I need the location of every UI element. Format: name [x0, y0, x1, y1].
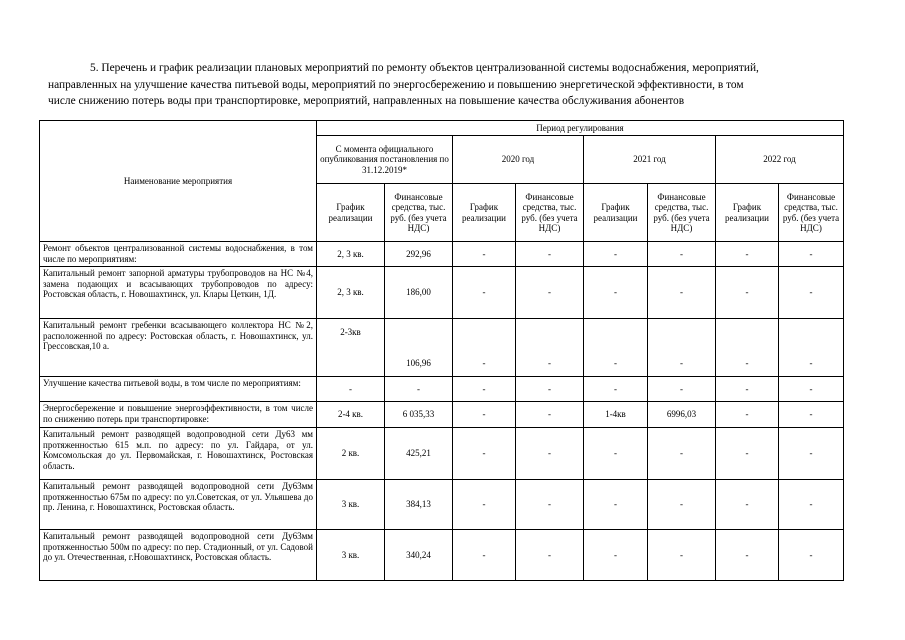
plan-table	[39, 120, 844, 581]
row-name: Капитальный ремонт разводящей водопроводной сети Ду63мм протяженностью 500м по адресу: по пер. Стадионный, от ул. Садовой до ул. Отечественная, г.Новошахтинск, Ростовская область.	[40, 530, 317, 581]
cell-value: 6 035,33	[385, 402, 453, 428]
table-row	[40, 480, 844, 530]
cell-value: -	[716, 402, 779, 428]
cell-value: -	[516, 242, 584, 267]
cell-value: -	[453, 242, 516, 267]
cell-value: 3 кв.	[317, 480, 385, 530]
cell-value: -	[516, 402, 584, 428]
table-row	[40, 242, 844, 267]
cell-value: -	[584, 428, 648, 480]
cell-value: -	[648, 530, 716, 581]
cell-value: -	[516, 377, 584, 402]
header-schedule: График реализации	[716, 184, 779, 242]
cell-value: -	[648, 319, 716, 377]
cell-value: -	[584, 319, 648, 377]
cell-value: -	[453, 480, 516, 530]
cell-value: -	[584, 377, 648, 402]
row-name: Энергосбережение и повышение энергоэффективности, в том числе по снижению потерь при транспортировке:	[40, 402, 317, 428]
row-name: Капитальный ремонт запорной арматуры трубопроводов на НС №4, замена подающих и всасывающих трубопроводов по адресу: Ростовская область, г. Новошахтинск, ул. Клары Цеткин, 1Д.	[40, 267, 317, 319]
cell-value: -	[716, 377, 779, 402]
cell-value: -	[716, 242, 779, 267]
cell-value: 186,00	[385, 267, 453, 319]
header-finance: Финансовые средства, тыс. руб. (без учета НДС)	[385, 184, 453, 242]
header-finance: Финансовые средства, тыс. руб. (без учета НДС)	[648, 184, 716, 242]
cell-value: -	[648, 377, 716, 402]
table-row	[40, 377, 844, 402]
cell-value: 384,13	[385, 480, 453, 530]
cell-value: -	[648, 242, 716, 267]
cell-value: -	[516, 428, 584, 480]
cell-value: -	[516, 319, 584, 377]
cell-value: -	[716, 428, 779, 480]
header-schedule: График реализации	[584, 184, 648, 242]
cell-value: -	[453, 530, 516, 581]
header-period: Период регулирования	[317, 121, 844, 136]
cell-value: 2, 3 кв.	[317, 267, 385, 319]
row-name: Капитальный ремонт разводящей водопроводной сети Ду63мм протяженностью 675м по адресу: по ул.Советская, от ул. Ульяшева до пр. Ленина, г. Новошахтинск, Ростовская область.	[40, 480, 317, 530]
cell-value: 2 кв.	[317, 428, 385, 480]
cell-value: -	[453, 402, 516, 428]
cell-value: -	[779, 319, 844, 377]
header-schedule: График реализации	[317, 184, 385, 242]
table-row	[40, 267, 844, 319]
cell-value: -	[453, 319, 516, 377]
heading-line-2: направленных на улучшение качества питьевой воды, мероприятий по энергосбережению и повышению энергетической эффективности, в том	[48, 78, 744, 91]
heading-line-1: 5. Перечень и график реализации плановых мероприятий по ремонту объектов централизованной системы водоснабжения, мероприятий,	[90, 62, 759, 74]
cell-value: -	[584, 267, 648, 319]
cell-value: -	[584, 480, 648, 530]
cell-value: -	[648, 480, 716, 530]
row-name: Капитальный ремонт гребенки всасывающего коллектора НС №2, расположенной по адресу: Ростовская область, г. Новошахтинск, ул. Грессовская,10 а.	[40, 319, 317, 377]
cell-value: 425,21	[385, 428, 453, 480]
cell-value: -	[716, 319, 779, 377]
table-row	[40, 530, 844, 581]
cell-value: -	[584, 530, 648, 581]
cell-value: -	[779, 267, 844, 319]
header-name: Наименование мероприятия	[40, 121, 317, 242]
header-group-2019: С момента официального опубликования постановления по 31.12.2019*	[317, 136, 453, 184]
cell-value: -	[716, 267, 779, 319]
cell-value: 340,24	[385, 530, 453, 581]
cell-value: -	[516, 267, 584, 319]
cell-value: 106,96	[385, 319, 453, 377]
cell-value: -	[648, 428, 716, 480]
cell-value: 6996,03	[648, 402, 716, 428]
header-group-2021: 2021 год	[584, 136, 716, 184]
cell-value: 1-4кв	[584, 402, 648, 428]
cell-value: -	[779, 480, 844, 530]
header-schedule: График реализации	[453, 184, 516, 242]
header-finance: Финансовые средства, тыс. руб. (без учета НДС)	[779, 184, 844, 242]
header-row-period	[40, 121, 844, 136]
cell-value: 2-4 кв.	[317, 402, 385, 428]
row-name: Улучшение качества питьевой воды, в том числе по мероприятиям:	[40, 377, 317, 402]
cell-value: -	[779, 377, 844, 402]
heading-line-3: числе снижению потерь воды при транспортировке, мероприятий, направленных на повышение качества обслуживания абонентов	[48, 95, 685, 107]
table-row	[40, 402, 844, 428]
header-finance: Финансовые средства, тыс. руб. (без учета НДС)	[516, 184, 584, 242]
document-heading	[48, 60, 858, 110]
cell-value: -	[779, 530, 844, 581]
header-group-2020: 2020 год	[453, 136, 584, 184]
cell-value: -	[516, 530, 584, 581]
row-name: Ремонт объектов централизованной системы водоснабжения, в том числе по мероприятиям:	[40, 242, 317, 267]
cell-value: -	[453, 428, 516, 480]
cell-value: -	[716, 530, 779, 581]
cell-value: -	[779, 402, 844, 428]
cell-value: -	[779, 428, 844, 480]
cell-value: -	[779, 242, 844, 267]
cell-value: 292,96	[385, 242, 453, 267]
header-group-2022: 2022 год	[716, 136, 844, 184]
cell-value: -	[317, 377, 385, 402]
cell-value: 3 кв.	[317, 530, 385, 581]
cell-value: -	[385, 377, 453, 402]
cell-value: -	[648, 267, 716, 319]
cell-value: 2, 3 кв.	[317, 242, 385, 267]
table-row	[40, 319, 844, 377]
cell-value: 2-3кв	[317, 319, 385, 377]
cell-value: -	[453, 267, 516, 319]
cell-value: -	[584, 242, 648, 267]
cell-value: -	[716, 480, 779, 530]
cell-value: -	[453, 377, 516, 402]
cell-value: -	[516, 480, 584, 530]
table-row	[40, 428, 844, 480]
row-name: Капитальный ремонт разводящей водопроводной сети Ду63 мм протяженностью 615 м.п. по адресу: по ул. Гайдара, от ул. Комсомольская до ул. Первомайская, г. Новошахтинск, Ростовская область.	[40, 428, 317, 480]
